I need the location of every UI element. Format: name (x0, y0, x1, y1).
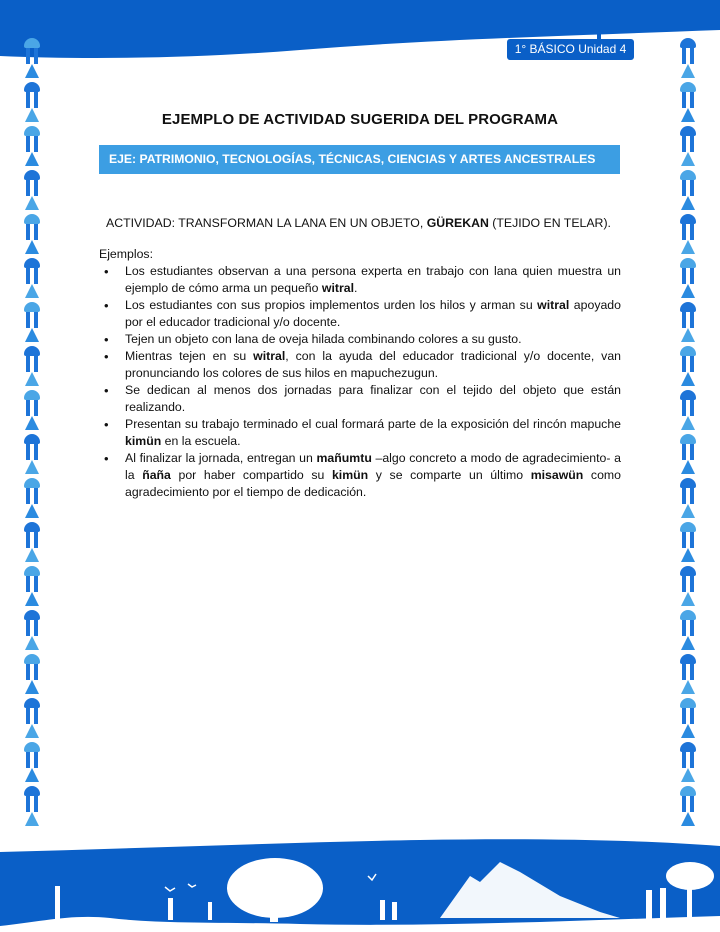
textile-motif-icon (21, 346, 43, 386)
textile-motif-icon (677, 610, 699, 650)
bold-term: witral (253, 349, 286, 363)
text-span: , con la ayuda del educador tradicional y/o docente, van pronunciando los colores de sus hilos en mapuchezugun. (125, 349, 621, 380)
text-span: Al finalizar la jornada, entregan un (125, 451, 317, 465)
textile-motif-icon (21, 742, 43, 782)
textile-motif-icon (21, 478, 43, 518)
textile-motif-icon (677, 126, 699, 166)
textile-motif-icon (21, 786, 43, 826)
text-span: Tejen un objeto con lana de oveja hilada combinando colores a su gusto. (125, 332, 522, 346)
textile-motif-icon (677, 38, 699, 78)
textile-motif-icon (21, 522, 43, 562)
textile-motif-icon (677, 434, 699, 474)
activity-prefix: ACTIVIDAD: TRANSFORMAN LA LANA EN UN OBJETO, (106, 216, 427, 230)
activity-keyword: GÜREKAN (426, 216, 489, 230)
textile-motif-icon (677, 742, 699, 782)
bold-term: witral (321, 281, 355, 295)
textile-motif-icon (21, 214, 43, 254)
textile-motif-icon (677, 786, 699, 826)
activity-suffix: (TEJIDO EN TELAR). (488, 216, 611, 230)
textile-motif-icon (677, 698, 699, 738)
textile-motif-icon (21, 654, 43, 694)
activity-heading (106, 216, 611, 230)
textile-motif-icon (677, 522, 699, 562)
textile-motif-icon (21, 390, 43, 430)
text-span: . (354, 281, 358, 295)
landscape-silhouette-icon (0, 826, 720, 932)
textile-motif-icon (677, 390, 699, 430)
bold-term: ñaña (142, 468, 171, 482)
bold-term: kimün (125, 434, 162, 448)
textile-motif-icon (677, 478, 699, 518)
text-span: –algo concreto a modo de agradecimiento- a la (125, 451, 621, 482)
examples-label: Ejemplos: (99, 247, 153, 261)
textile-motif-icon (21, 258, 43, 298)
textile-motif-icon (21, 610, 43, 650)
textile-motif-icon (677, 654, 699, 694)
textile-motif-icon (21, 434, 43, 474)
text-span: apoyado por el educador tradicional y/o docente. (125, 298, 621, 329)
text-span: en la escuela. (161, 434, 241, 448)
bold-term: mañumtu (316, 451, 372, 465)
textile-motif-icon (677, 566, 699, 606)
list-item (99, 416, 621, 450)
bold-term: witral (537, 298, 570, 312)
eje-banner: EJE: PATRIMONIO, TECNOLOGÍAS, TÉCNICAS, CIENCIAS Y ARTES ANCESTRALES (99, 145, 620, 174)
textile-motif-icon (677, 170, 699, 210)
text-span: como agradecimiento por el tiempo de dedicación. (125, 468, 622, 499)
text-span: Presentan su trabajo terminado el cual formará parte de la exposición del rincón mapuche (125, 417, 621, 431)
bold-term: kimün (331, 468, 369, 482)
right-border-pattern (675, 38, 701, 818)
examples-list (99, 263, 621, 501)
list-item (99, 382, 621, 416)
textile-motif-icon (21, 38, 43, 78)
list-item (99, 348, 621, 382)
text-span: Los estudiantes observan a una persona experta en trabajo con lana quien muestra un ejemplo de cómo arma un pequeño (125, 264, 621, 295)
left-border-pattern (19, 38, 45, 818)
textile-motif-icon (677, 214, 699, 254)
textile-motif-icon (21, 698, 43, 738)
text-span: Mientras tejen en su (125, 349, 254, 363)
list-item (99, 263, 621, 297)
textile-motif-icon (21, 302, 43, 342)
page-title: EJEMPLO DE ACTIVIDAD SUGERIDA DEL PROGRAMA (161, 111, 559, 128)
unit-badge: 1° BÁSICO Unidad 4 (507, 39, 634, 60)
textile-motif-icon (21, 126, 43, 166)
list-item (99, 297, 621, 331)
textile-motif-icon (677, 258, 699, 298)
text-span: y se comparte un último (368, 468, 531, 482)
text-span: Los estudiantes con sus propios implementos urden los hilos y arman su (125, 298, 538, 312)
text-span: Se dedican al menos dos jornadas para finalizar con el tejido del objeto que están realizando. (125, 383, 621, 414)
textile-motif-icon (677, 302, 699, 342)
list-item (99, 450, 621, 501)
textile-motif-icon (677, 346, 699, 386)
list-item (99, 331, 621, 348)
text-span: por haber compartido su (170, 468, 332, 482)
bold-term: misawün (530, 468, 584, 482)
textile-motif-icon (21, 170, 43, 210)
textile-motif-icon (21, 566, 43, 606)
